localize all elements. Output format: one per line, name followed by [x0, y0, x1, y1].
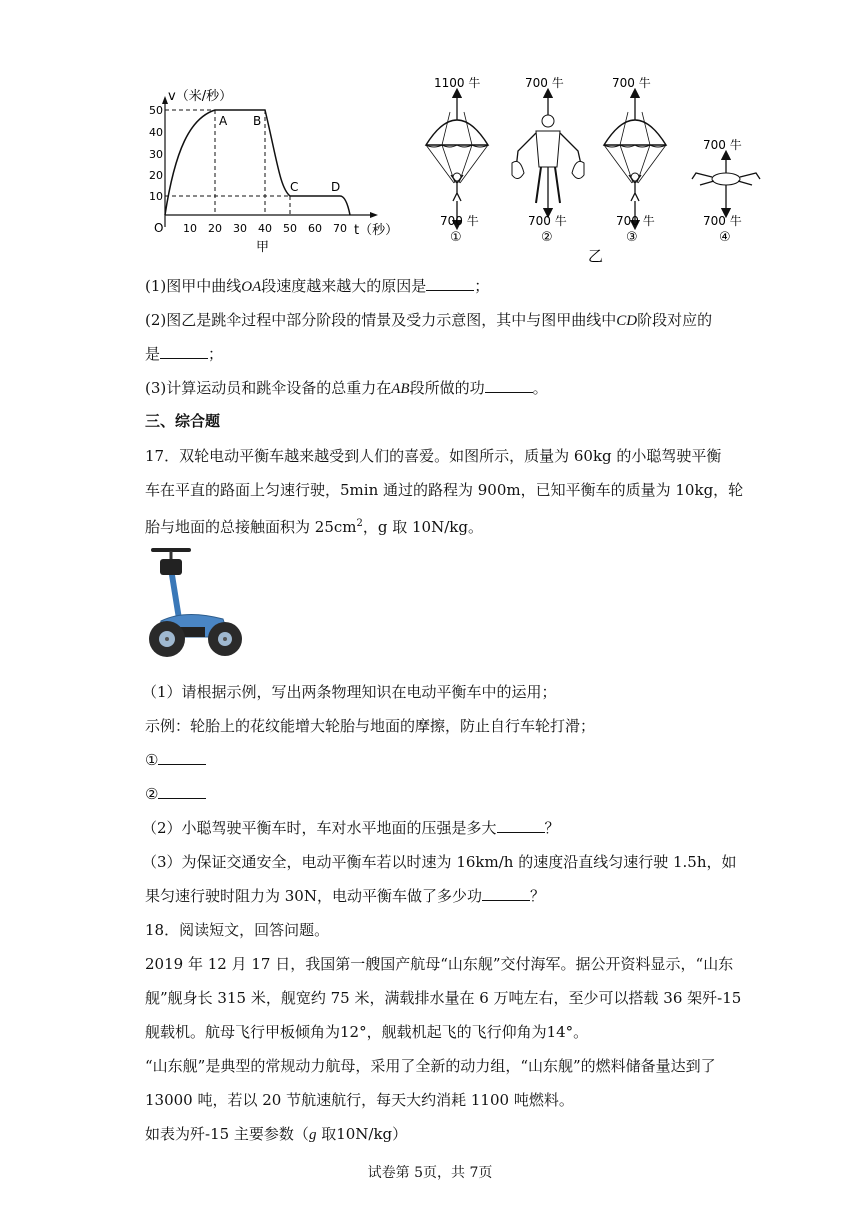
panel-number: ③ [626, 230, 638, 245]
point-label-c: C [290, 180, 299, 194]
x-axis-label: t（秒） [354, 223, 399, 238]
q16-part3-text-b: 段所做的功 [409, 379, 485, 397]
q17-stem-line1: 17．双轮电动平衡车越来越受到人们的喜爱。如图所示，质量为 60kg 的小聪驾驶平衡 [145, 447, 722, 465]
top-force-label: 700 牛 [612, 76, 651, 90]
q16-part1 [145, 276, 489, 297]
point-label-b: B [253, 114, 262, 128]
q16-part3-text: (3)计算运动员和跳伞设备的总重力在 [145, 379, 392, 397]
x-axis-arrow [370, 212, 378, 218]
q17-stem-line2: 车在平直的路面上匀速行驶，5min 通过的路程为 900m，已知平衡车的质量为 10kg，轮 [145, 481, 744, 499]
answer-blank[interactable] [482, 886, 530, 901]
x-tick-label: 20 [208, 222, 222, 235]
bottom-force-label: 700 牛 [616, 214, 655, 228]
q16-part2-text-c: 是 [145, 345, 161, 363]
q17-blank-1 [145, 750, 206, 770]
bottom-force-label: 700 牛 [703, 214, 742, 228]
panel-number: ④ [719, 230, 731, 245]
panel-1-open-parachute [426, 75, 488, 245]
q16-part2-end: ； [208, 345, 224, 363]
q16-part3-var: AB [391, 381, 410, 397]
q17-part3-end: ？ [529, 887, 545, 905]
q18-para1-line3: 舰载机。航母飞行甲板倾角为12°，舰载机起飞的飞行仰角为14°。 [145, 1023, 589, 1041]
q17-stem-line3 [145, 514, 483, 537]
panel-4-horizontal-skydiver [692, 137, 760, 245]
q16-part1-end: ； [474, 277, 490, 295]
y-tick-label: 20 [149, 169, 163, 182]
q16-part2-text-b: 阶段对应的 [637, 311, 713, 329]
q16-part1-text: (1)图甲中曲线 [145, 277, 242, 295]
q18-para3-text-b: 取10N/kg） [316, 1125, 408, 1143]
answer-blank[interactable] [426, 276, 474, 291]
answer-blank[interactable] [158, 784, 206, 799]
figure-caption-jia: 甲 [256, 240, 270, 255]
answer-blank[interactable] [160, 344, 208, 359]
canopy-icon [604, 120, 666, 145]
q18-para3-text: 如表为歼-15 主要参数（ [145, 1125, 309, 1143]
top-force-label: 700 牛 [703, 138, 742, 152]
q17-blank-2 [145, 784, 206, 804]
blank-marker: ② [145, 785, 159, 803]
x-tick-label: 40 [258, 222, 272, 235]
panel-2-freefall [512, 75, 584, 245]
q18-para3-var: g [308, 1127, 317, 1143]
q18-para1-line2: 舰”舰身长 315 米，舰宽约 75 米，满载排水量在 6 万吨左右，至少可以搭载 36 架歼-15 [145, 989, 742, 1007]
x-tick-label: 10 [183, 222, 197, 235]
q17-stem-text-b: ，g 取 10N/kg。 [362, 518, 483, 536]
panel-number: ① [450, 230, 462, 245]
y-tick-label: 10 [149, 190, 163, 203]
balance-scooter-image [145, 543, 245, 661]
bottom-force-label: 700 牛 [440, 214, 479, 228]
q17-part3-line1: （3）为保证交通安全，电动平衡车若以时速为 16km/h 的速度沿直线匀速行驶 1.5h，如 [142, 853, 737, 871]
q18-para3 [145, 1124, 407, 1145]
point-label-a: A [219, 114, 228, 128]
q16-part3-end: 。 [532, 379, 548, 397]
q16-part2-var: CD [616, 313, 638, 329]
answer-blank[interactable] [158, 750, 206, 765]
x-tick-label: 70 [333, 222, 347, 235]
q16-part3 [145, 378, 548, 399]
y-tick-label: 50 [149, 104, 163, 117]
q16-part1-var: OA [241, 279, 262, 295]
x-tick-label: 60 [308, 222, 322, 235]
bottom-force-label: 700 牛 [528, 214, 567, 228]
q17-example: 示例：轮胎上的花纹能增大轮胎与地面的摩擦，防止自行车轮打滑； [145, 717, 596, 735]
panel-number: ② [541, 230, 553, 245]
y-tick-label: 30 [149, 148, 163, 161]
q17-stem-text: 胎与地面的总接触面积为 25cm [145, 518, 357, 536]
q16-part2-text: (2)图乙是跳伞过程中部分阶段的情景及受力示意图，其中与图甲曲线中 [145, 311, 617, 329]
q17-part3-line2 [145, 886, 545, 906]
velocity-time-graph [140, 80, 410, 255]
q17-part2 [142, 818, 560, 838]
top-force-label: 700 牛 [525, 76, 564, 90]
q17-part3-text: 果匀速行驶时阻力为 30N，电动平衡车做了多少功 [145, 887, 482, 905]
answer-blank[interactable] [485, 378, 533, 393]
q17-part2-text: （2）小聪驾驶平衡车时，车对水平地面的压强是多大 [142, 819, 497, 837]
canopy-icon [426, 120, 488, 145]
q16-part2-line2 [145, 344, 223, 364]
parachute-force-diagrams [420, 65, 765, 265]
superscript: 2 [356, 518, 363, 529]
x-tick-label: 50 [283, 222, 297, 235]
q16-part2-line1 [145, 310, 712, 331]
blank-marker: ① [145, 751, 159, 769]
q16-part1-text-b: 段速度越来越大的原因是 [261, 277, 427, 295]
origin-label: O [154, 221, 164, 235]
point-label-d: D [331, 180, 341, 194]
panel-3-open-parachute [604, 75, 666, 245]
top-force-label: 1100 牛 [434, 76, 481, 90]
q18-para2-line1: “山东舰”是典型的常规动力航母，采用了全新的动力组，“山东舰”的燃料储备量达到了 [145, 1057, 716, 1075]
page-footer: 试卷第 5页，共 7页 [367, 1165, 493, 1181]
skydiver-icon [712, 173, 740, 185]
q18-para1-line1: 2019 年 12 月 17 日，我国第一艘国产航母“山东舰”交付海军。据公开资料显示，“山东 [145, 955, 734, 973]
skydiver-icon [542, 115, 554, 127]
x-tick-label: 30 [233, 222, 247, 235]
y-tick-label: 40 [149, 126, 163, 139]
figure-caption-yi: 乙 [588, 247, 604, 265]
section-heading: 三、综合题 [145, 412, 221, 430]
answer-blank[interactable] [497, 818, 545, 833]
q18-stem: 18．阅读短文，回答问题。 [145, 921, 330, 939]
q18-para2-line2: 13000 吨，若以 20 节航速航行，每天大约消耗 1100 吨燃料。 [145, 1091, 574, 1109]
y-axis-label: v（米/秒） [168, 89, 233, 104]
q17-part2-end: ？ [544, 819, 560, 837]
q17-part1: （1）请根据示例，写出两条物理知识在电动平衡车中的运用； [142, 683, 557, 701]
